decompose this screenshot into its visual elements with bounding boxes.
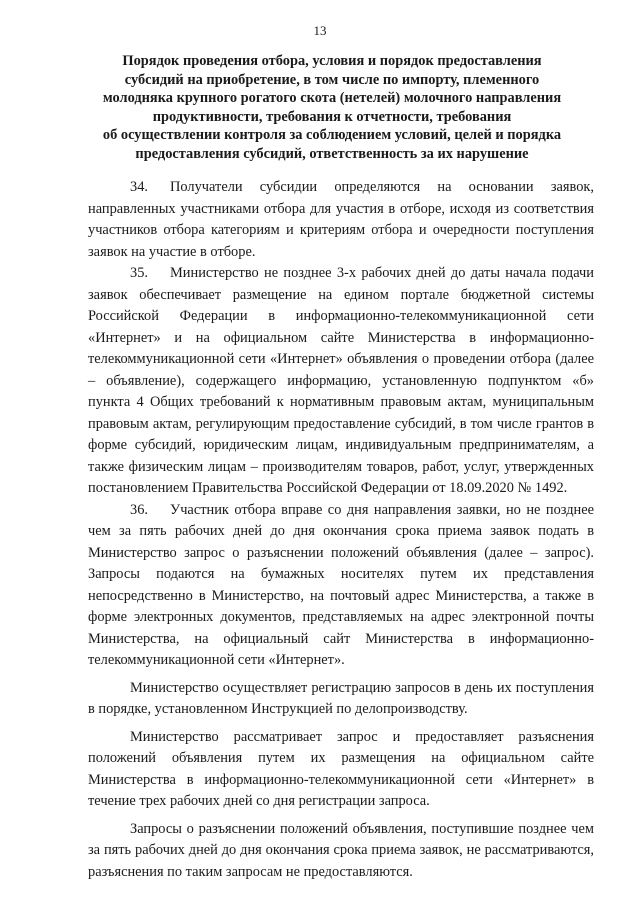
heading-line: продуктивности, требования к отчетности, требования bbox=[152, 108, 512, 125]
heading-line: предоставления субсидий, ответственность за их нарушение bbox=[135, 145, 529, 162]
page-number: 13 bbox=[313, 23, 327, 38]
paragraph-text: Участник отбора вправе со дня направления заявки, но не позднее чем за пять рабочих дней до дня окончания срока приема заявок подать в Министерство запрос о разъяснении положений объявления (далее – запрос). Запросы подаются на бумажных носителях путем их представления непосредственно в Министерство, на почтовый адрес Министерства, а также в форме электронных документов, представляемых на адрес электронной почты Министерства, на официальный сайт Министерства в информационно-телекоммуникационной сети «Интернет». bbox=[88, 501, 594, 668]
heading-line: об осуществлении контроля за соблюдением условий, целей и порядка bbox=[102, 127, 562, 143]
paragraph-34 bbox=[88, 177, 594, 263]
paragraph-36 bbox=[88, 500, 594, 672]
paragraph-registration bbox=[88, 678, 594, 721]
heading-line: субсидий на приобретение, в том числе по импорту, племенного bbox=[124, 71, 540, 88]
paragraph-text: Министерство не позднее 3-х рабочих дней до даты начала подачи заявок обеспечивает размещение на едином портале бюджетной системы Российской Федерации в информационно-телекоммуникационной сети «Интернет» и на официальном сайте Министерства в информационно-телекоммуникационной сети «Интернет» объявления о проведении отбора (далее – объявление), содержащего информацию, установленную подпунктом «б» пункта 4 Общих требований к нормативным правовым актам, муниципальным правовым актам, регулирующим предоставление субсидий, в том числе грантов в форме субсидий, юридическим лицам, индивидуальным предпринимателям, а также физическим лицам – производителям товаров, работ, услуг, утвержденных постановлением Правительства Российской Федерации от 18.09.2020 № 1492. bbox=[88, 265, 594, 496]
paragraph-text: Запросы о разъяснении положений объявления, поступившие позднее чем за пять рабочих дней до дня окончания срока приема заявок, не рассматриваются, разъяснения по таким запросам не предоставляются. bbox=[88, 820, 594, 880]
paragraph-35 bbox=[88, 263, 594, 500]
paragraph-late-requests bbox=[88, 819, 594, 884]
paragraph-number: 34. bbox=[130, 179, 148, 195]
heading-line: Порядок проведения отбора, условия и порядок предоставления bbox=[122, 53, 542, 69]
paragraph-text: Получатели субсидии определяются на основании заявок, направленных участниками отбора для участия в отборе, исходя из соответствия участников отбора категориям и критериям отбора и очередности поступления заявок на участие в отборе. bbox=[88, 179, 594, 260]
paragraph-number: 36. bbox=[130, 501, 148, 518]
paragraph-text: Министерство осуществляет регистрацию запросов в день их поступления в порядке, установленном Инструкцией по делопроизводству. bbox=[88, 679, 594, 717]
section-heading bbox=[92, 52, 572, 163]
document-body bbox=[88, 177, 594, 883]
paragraph-clarification bbox=[88, 727, 594, 813]
paragraph-text: Министерство рассматривает запрос и предоставляет разъяснения положений объявления путем их размещения на официальном сайте Министерства в информационно-телекоммуникационной сети «Интернет» в течение трех рабочих дней со дня регистрации запроса. bbox=[88, 728, 594, 809]
heading-line: молодняка крупного рогатого скота (нетелей) молочного направления bbox=[102, 90, 562, 106]
paragraph-number: 35. bbox=[130, 265, 148, 281]
